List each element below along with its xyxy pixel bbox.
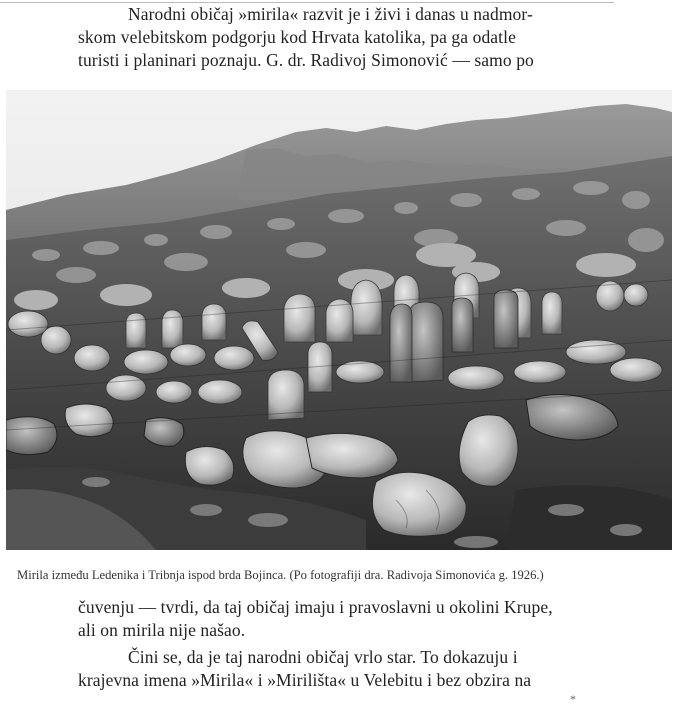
paragraph-line: skom velebitskom podgorju kod Hrvata katolika, pa ga odatle <box>78 27 516 47</box>
paragraph-line: Čini se, da je taj narodni običaj vrlo star. To dokazuju i <box>128 647 518 667</box>
paragraph-line: Narodni običaj »mirila« razvit je i živi i danas u nadmor- <box>128 4 533 24</box>
paragraph-line: krajevna imena »Mirila« i »Mirilišta« u Velebitu i bez obzira na <box>78 670 532 690</box>
top-rule <box>0 2 614 3</box>
paragraph-line: ali on mirila nije našao. <box>78 620 246 640</box>
paragraph-line: čuvenju — tvrdi, da taj običaj imaju i pravoslavni u okolini Krupe, <box>78 597 553 617</box>
footer-mark: * <box>570 692 576 706</box>
paragraph-line: turisti i planinari poznaju. G. dr. Radivoj Simonović — samo po <box>78 50 534 70</box>
figure-caption: Mirila između Ledenika i Tribnja ispod brda Bojinca. (Po fotografiji dra. Radivoja Simonovića g. 1926.) <box>17 568 544 582</box>
mirila-photograph <box>6 90 672 550</box>
